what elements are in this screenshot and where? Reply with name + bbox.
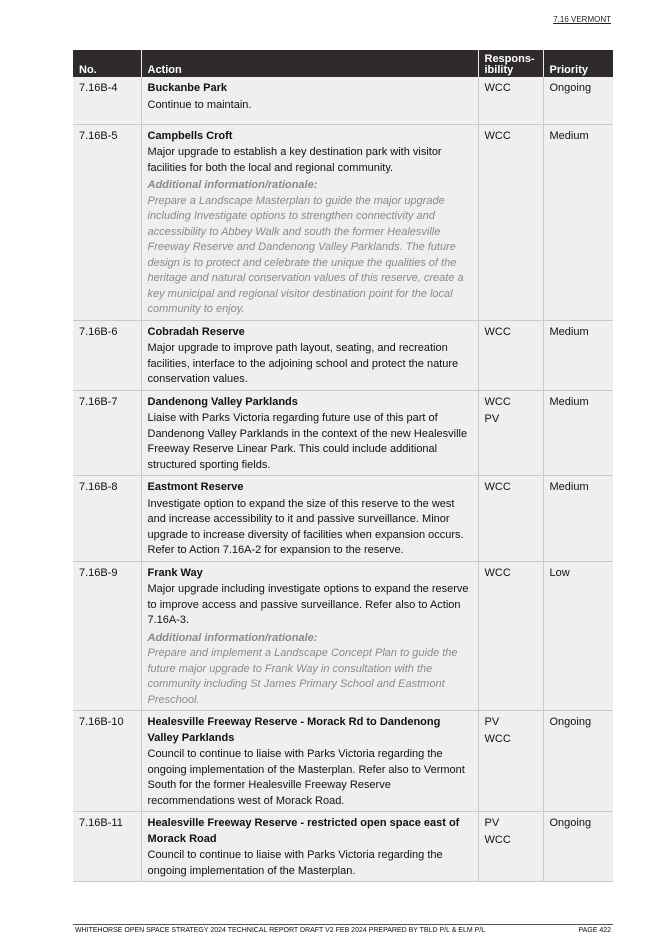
priority-cell: Ongoing [543,812,613,882]
additional-info-label: Additional information/rationale: [147,179,318,191]
responsibility-item: PV [484,412,500,425]
action-title: Dandenong Valley Parklands [147,395,298,408]
actions-table [73,50,613,882]
responsibility-item: WCC [484,325,511,338]
responsibility-cell [478,711,543,812]
action-description: Major upgrade including investigate options to expand the reserve to improve access and passive surveillance. Refer also to Action 7.16A-3. [147,583,469,626]
action-title: Campbells Croft [147,129,233,142]
table-header-row [73,50,613,77]
table-row [73,476,613,562]
table-row [73,390,613,476]
priority-cell: Low [543,561,613,711]
header-priority: Priority [543,50,613,77]
rationale-text: Prepare a Landscape Masterplan to guide the major upgrade including Investigate options to strengthen connectivity and accessibility to Abbey Walk and south the former Healesville Freeway Reserve and Dandenong Valley Parklands. The future design is to protect and celebrate the unique the qualities of the heritage and natural conservation values of this reserve, create a key municipal and regional visitor destination point for the local community to enjoy. [147,194,464,315]
action-title: Eastmont Reserve [147,481,244,493]
action-title: Healesville Freeway Reserve - restricted open space east of Morack Road [147,817,460,845]
footer-document-info: WHITEHORSE OPEN SPACE STRATEGY 2024 TECHNICAL REPORT DRAFT V2 FEB 2024 PREPARED BY TBLD P/L & ELM P/L [75,927,486,934]
responsibility-cell [478,561,543,711]
priority-cell: Medium [543,390,613,476]
header-no: No. [73,50,141,77]
action-description: Major upgrade to establish a key destination park with visitor facilities for both the local and regional community. [147,146,442,174]
action-number: 7.16B-7 [73,390,141,476]
responsibility-cell [478,77,543,124]
table-row [73,711,613,812]
action-title: Cobradah Reserve [147,325,245,338]
action-cell [141,476,478,562]
action-cell [141,561,478,711]
action-number: 7.16B-11 [73,812,141,882]
priority-cell: Medium [543,476,613,562]
action-cell [141,812,478,882]
action-description: Continue to maintain. [147,98,252,111]
action-cell [141,711,478,812]
responsibility-item: WCC [484,733,511,745]
responsibility-item: WCC [484,395,511,408]
responsibility-item: WCC [484,82,511,94]
priority-cell: Medium [543,124,613,320]
action-description: Council to continue to liaise with Parks Victoria regarding the ongoing implementation of the Masterplan. Refer also to Vermont South for the former Healesville Freeway Reserve recommendations west of Morack Road. [147,748,465,807]
action-cell [141,124,478,320]
responsibility-item: WCC [484,481,511,493]
priority-cell: Ongoing [543,711,613,812]
rationale-text: Prepare and implement a Landscape Concept Plan to guide the future major upgrade to Frank Way in consultation with the community including St James Primary School and Eastmont Preschool. [147,647,458,706]
responsibility-cell [478,812,543,882]
responsibility-cell [478,320,543,390]
action-number: 7.16B-4 [73,77,141,124]
priority-cell: Ongoing [543,77,613,124]
action-description: Major upgrade to improve path layout, seating, and recreation facilities, interface to the adjoining school and protect the nature conservation values. [147,342,459,385]
responsibility-item: WCC [484,834,511,846]
table-row [73,561,613,711]
action-number: 7.16B-8 [73,476,141,562]
action-number: 7.16B-9 [73,561,141,711]
page-number: PAGE 422 [578,927,611,934]
action-number: 7.16B-10 [73,711,141,812]
section-reference: 7.16 VERMONT [553,15,611,24]
header-responsibility: Respons- ibility [478,50,543,77]
responsibility-cell [478,124,543,320]
action-cell [141,320,478,390]
action-description: Liaise with Parks Victoria regarding future use of this part of Dandenong Valley Parklands in the context of the new Healesville Freeway Reserve Linear Park. This could include additional structured sporting fields. [147,412,468,471]
action-description: Council to continue to liaise with Parks Victoria regarding the ongoing implementation of the Masterplan. [147,849,443,877]
action-cell [141,390,478,476]
action-title: Healesville Freeway Reserve - Morack Rd to Dandenong Valley Parklands [147,716,441,744]
table-row [73,320,613,390]
table-row [73,124,613,320]
action-number: 7.16B-6 [73,320,141,390]
responsibility-item: WCC [484,129,511,142]
responsibility-cell [478,476,543,562]
action-number: 7.16B-5 [73,124,141,320]
responsibility-item: WCC [484,566,511,579]
action-cell [141,77,478,124]
header-action: Action [141,50,478,77]
action-title: Buckanbe Park [147,82,227,94]
table-row [73,812,613,882]
action-description: Investigate option to expand the size of this reserve to the west and increase accessibility to it and passive surveillance. Minor upgrade to increase diversity of facilities when expansion occurs. Refer to Action 7.16A-2 for expansion to the reserve. [147,497,464,556]
responsibility-item: PV [484,716,500,728]
responsibility-item: PV [484,817,500,829]
additional-info-label: Additional information/rationale: [147,631,318,644]
priority-cell: Medium [543,320,613,390]
page-footer [73,924,613,934]
action-title: Frank Way [147,566,203,579]
responsibility-cell [478,390,543,476]
table-row [73,77,613,124]
